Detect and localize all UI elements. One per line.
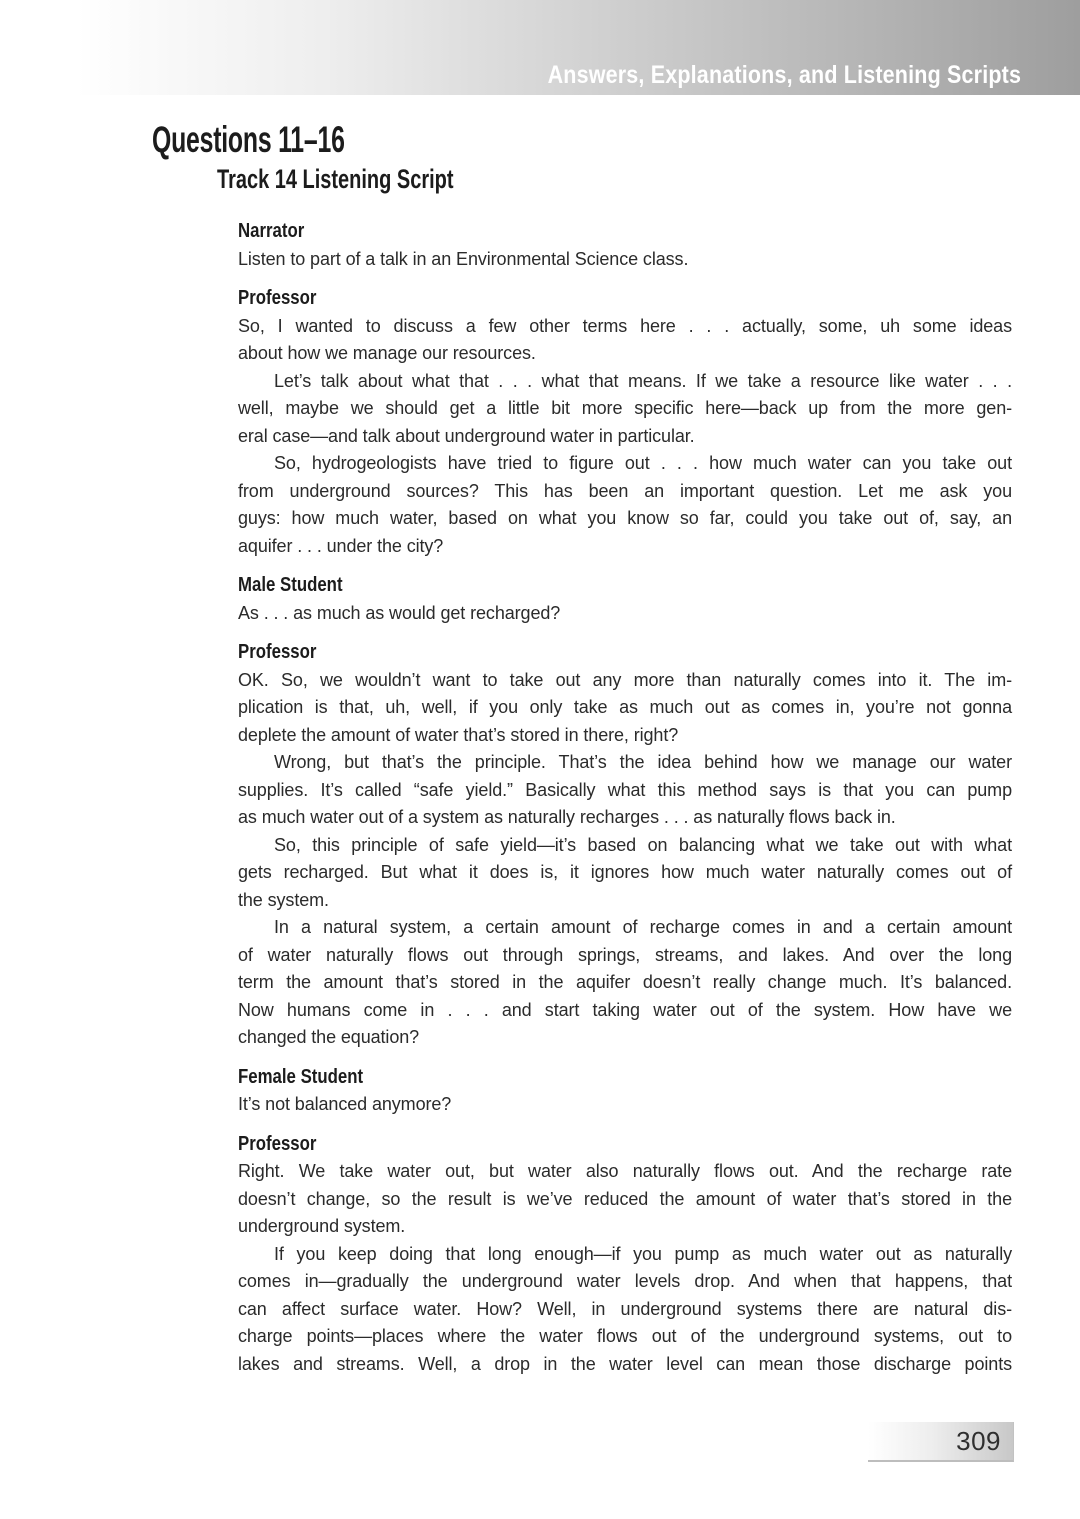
paragraph — [238, 450, 1012, 560]
text-line: Let’s talk about what that . . . what that means. If we take a resource like water . . . — [274, 370, 1012, 391]
text-line: comes in—gradually the underground water levels drop. And when that happens, that — [238, 1271, 1012, 1291]
text-line: So, hydrogeologists have tried to figure out . . . how much water can you take out — [274, 453, 1012, 473]
text-line: can affect surface water. How? Well, in underground systems there are natural dis- — [238, 1298, 1012, 1319]
text-line: as much water out of a system as naturally recharges . . . as naturally flows back in. — [238, 807, 896, 827]
speaker-label: Narrator — [238, 220, 305, 242]
text-line: eral case—and talk about underground water in particular. — [238, 425, 695, 446]
speaker-label: Professor — [238, 1132, 317, 1155]
text-line: deplete the amount of water that’s stored in there, right? — [238, 724, 679, 745]
speaker-block — [238, 572, 1012, 627]
text-line: plication is that, uh, well, if you only take as much out as comes in, you’re not gonna — [238, 697, 1012, 717]
speaker-block — [238, 639, 1012, 1052]
text-line: guys: how much water, based on what you know so far, could you take out of, say, an — [238, 508, 1012, 528]
text-line: As . . . as much as would get recharged? — [238, 602, 561, 623]
paragraph — [238, 246, 1012, 274]
text-line: term the amount that’s stored in the aquifer doesn’t really change much. It’s balanced. — [238, 972, 1012, 992]
paragraph — [238, 1158, 1012, 1241]
text-line: So, this principle of safe yield—it’s based on balancing what we take out with what — [274, 834, 1012, 855]
text-line: Now humans come in . . . and start taking water out of the system. How have we — [238, 999, 1012, 1020]
paragraph — [238, 832, 1012, 915]
text-line: So, I wanted to discuss a few other terms here . . . actually, some, uh some ideas — [238, 315, 1012, 336]
speaker-label: Male Student — [238, 574, 343, 596]
paragraph — [238, 368, 1012, 451]
running-head-title: Answers, Explanations, and Listening Scripts — [548, 61, 1022, 89]
paragraph — [238, 1091, 1012, 1119]
text-line: from underground sources? This has been an important question. Let me ask you — [238, 480, 1012, 501]
paragraph — [238, 914, 1012, 1052]
text-line: OK. So, we wouldn’t want to take out any more than naturally comes into it. The im- — [238, 669, 1012, 690]
speaker-block — [238, 218, 1012, 273]
text-line: gets recharged. But what it does is, it ignores how much water naturally comes out of — [238, 862, 1012, 882]
speaker-label: Professor — [238, 287, 317, 309]
text-line: changed the equation? — [238, 1027, 420, 1047]
listening-script — [238, 218, 1012, 1378]
text-line: about how we manage our resources. — [238, 343, 536, 363]
text-line: doesn’t change, so the result is we’ve reduced the amount of water that’s stored in the — [238, 1188, 1012, 1209]
text-line: Right. We take water out, but water also naturally flows out. And the recharge rate — [238, 1161, 1012, 1181]
text-line: If you keep doing that long enough—if you pump as much water out as naturally — [274, 1243, 1012, 1264]
text-line: underground system. — [238, 1216, 406, 1236]
text-line: In a natural system, a certain amount of recharge comes in and a certain amount — [274, 917, 1012, 937]
paragraph — [238, 749, 1012, 832]
paragraph — [238, 667, 1012, 750]
section-title: Questions 11–16 — [152, 119, 345, 160]
text-line: lakes and streams. Well, a drop in the water level can mean those discharge points — [238, 1353, 1012, 1374]
text-line: the system. — [238, 889, 329, 910]
text-line: Listen to part of a talk in an Environmental Science class. — [238, 248, 689, 269]
speaker-block — [238, 1131, 1012, 1379]
text-line: It’s not balanced anymore? — [238, 1094, 452, 1114]
subsection-title: Track 14 Listening Script — [217, 164, 454, 194]
paragraph — [238, 313, 1012, 368]
speaker-label: Professor — [238, 641, 317, 663]
text-line: supplies. It’s called “safe yield.” Basically what this method says is that you can pump — [238, 779, 1012, 800]
text-line: Wrong, but that’s the principle. That’s the idea behind how we manage our water — [274, 752, 1012, 772]
speaker-label: Female Student — [238, 1065, 364, 1088]
running-head-band — [0, 0, 1080, 95]
page-number-bar — [868, 1422, 1014, 1462]
paragraph — [238, 1241, 1012, 1379]
page-number: 309 — [956, 1425, 1001, 1456]
paragraph — [238, 600, 1012, 628]
text-line: aquifer . . . under the city? — [238, 535, 444, 556]
speaker-block — [238, 285, 1012, 560]
text-line: well, maybe we should get a little bit more specific here—back up from the more gen- — [238, 398, 1012, 418]
text-line: of water naturally flows out through springs, streams, and lakes. And over the long — [238, 944, 1012, 965]
speaker-block — [238, 1064, 1012, 1119]
text-line: charge points—places where the water flows out of the underground systems, out to — [238, 1326, 1012, 1346]
